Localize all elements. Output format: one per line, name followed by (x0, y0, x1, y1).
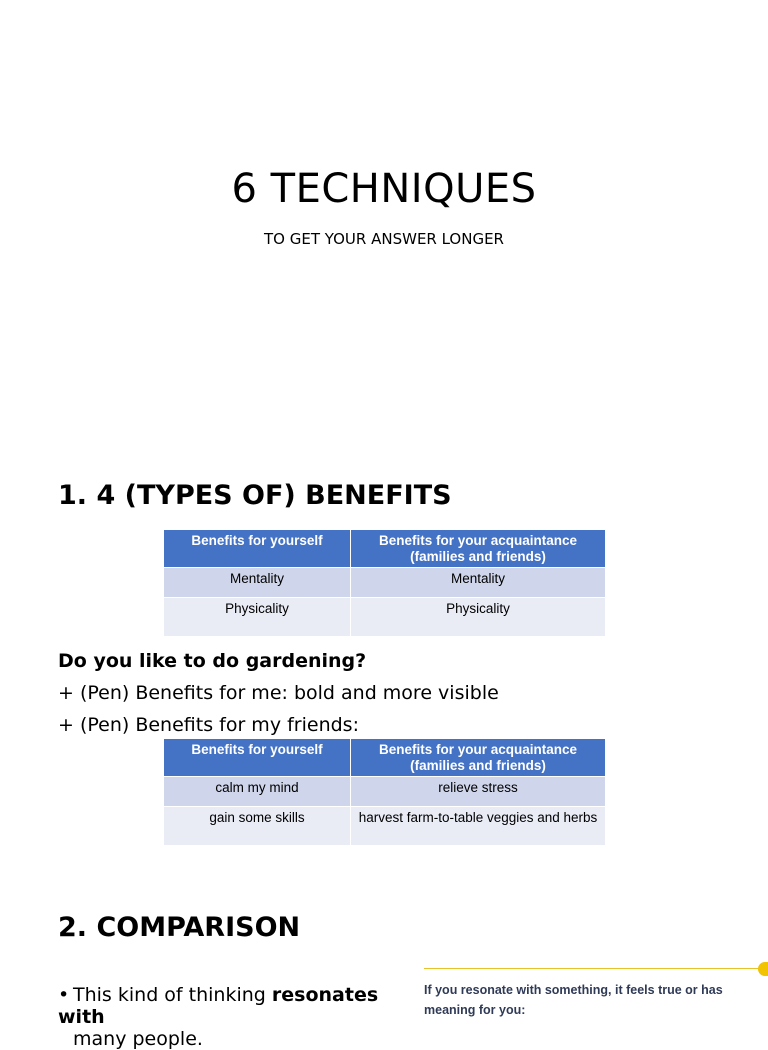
table-cell: Physicality (351, 598, 606, 637)
definition-box (424, 962, 768, 1024)
definition-text: If you resonate with something, it feels true or has meaning for you: (424, 983, 723, 1017)
bullet-dot-icon: • (58, 984, 70, 1006)
table-cell: harvest farm-to-table veggies and herbs (351, 807, 606, 846)
section2-heading: 2. COMPARISON (58, 912, 301, 943)
table-row (164, 568, 606, 598)
table2-header-yourself: Benefits for yourself (164, 739, 351, 777)
table-row (164, 598, 606, 637)
table-cell: Mentality (164, 568, 351, 598)
point-benefits-me: + (Pen) Benefits for me: bold and more visible (58, 682, 499, 704)
slide-subtitle: TO GET YOUR ANSWER LONGER (264, 230, 504, 248)
table-cell: Physicality (164, 598, 351, 637)
benefits-table-1 (163, 529, 606, 637)
slide-title: 6 TECHNIQUES (231, 166, 537, 212)
table-row (164, 777, 606, 807)
question-text: Do you like to do gardening? (58, 650, 367, 672)
table-cell: calm my mind (164, 777, 351, 807)
table-cell: gain some skills (164, 807, 351, 846)
bullet-continuation: many people. (73, 1028, 203, 1050)
table2-header-acquaintance: Benefits for your acquaintance (families and friends) (351, 739, 606, 777)
bullet-text: This kind of thinking (73, 984, 272, 1006)
table-cell: Mentality (351, 568, 606, 598)
highlight-marker-icon (758, 962, 768, 976)
bullet-bold-text: resonates with (58, 984, 379, 1028)
table-cell: relieve stress (351, 777, 606, 807)
table-row (164, 807, 606, 846)
section1-heading: 1. 4 (TYPES OF) BENEFITS (58, 480, 452, 511)
definition-divider (424, 968, 764, 969)
comparison-bullet (58, 984, 418, 1050)
benefits-table-2 (163, 738, 606, 846)
table1-header-yourself: Benefits for yourself (164, 530, 351, 568)
table1-header-acquaintance: Benefits for your acquaintance (families and friends) (351, 530, 606, 568)
point-benefits-friends: + (Pen) Benefits for my friends: (58, 714, 359, 736)
